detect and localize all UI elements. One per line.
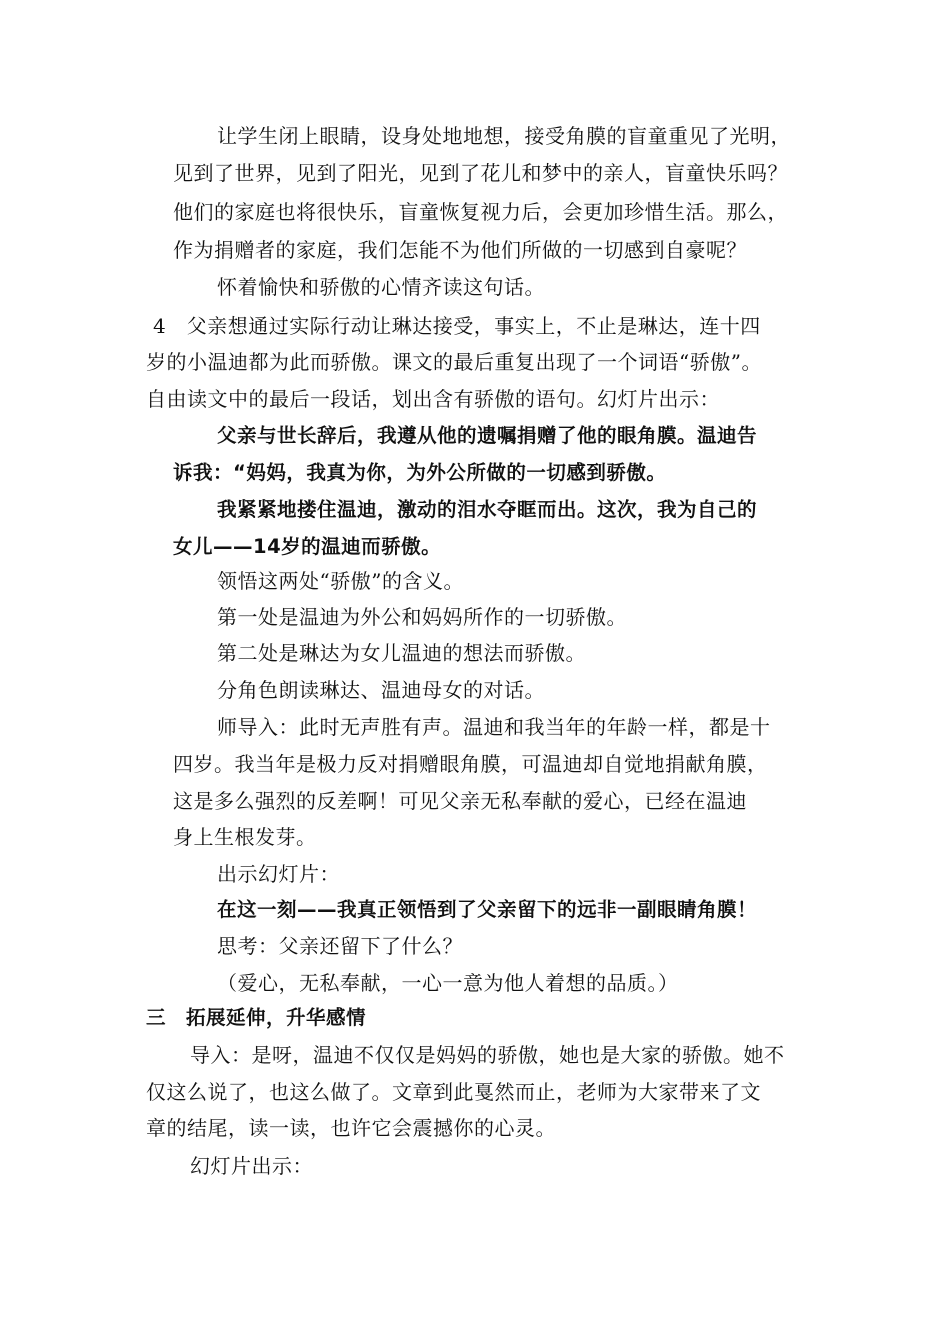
text-line: 身上生根发芽。 [173,825,317,849]
text-line: 出示幻灯片： [217,862,340,886]
text-line: 岁的小温迪都为此而骄傲。课文的最后重复出现了一个词语“骄傲”。 [146,350,762,374]
text-line: 领悟这两处“骄傲”的含义。 [217,569,464,593]
text-line: 幻灯片出示： [190,1154,313,1178]
text-line: 导入：是呀，温迪不仅仅是妈妈的骄傲，她也是大家的骄傲。她不 [190,1043,785,1067]
text-line: 第一处是温迪为外公和妈妈所作的一切骄傲。 [217,605,627,629]
slide-quote-line: 我紧紧地搂住温迪，激动的泪水夺眶而出。这次，我为自己的 [217,498,758,521]
text-line: 怀着愉快和骄傲的心情齐读这句话。 [217,275,545,299]
text-line: 见到了世界，见到了阳光，见到了花儿和梦中的亲人，盲童快乐吗？ [173,161,788,185]
text-line: （爱心，无私奉献，一心一意为他人着想的品质。） [217,971,679,995]
text-line: 他们的家庭也将很快乐，盲童恢复视力后，会更加珍惜生活。那么， [173,200,788,224]
text-line: 自由读文中的最后一段话，划出含有骄傲的语句。幻灯片出示： [146,387,720,411]
text-line: 分角色朗读琳达、温迪母女的对话。 [217,678,545,702]
text-line: 思考：父亲还留下了什么？ [217,934,463,958]
section-heading: 三 拓展延伸，升华感情 [146,1006,367,1029]
slide-quote-line: 在这一刻——我真正领悟到了父亲留下的远非一副眼睛角膜！ [217,898,758,921]
numbered-paragraph: 4 父亲想通过实际行动让琳达接受，事实上，不止是琳达，连十四 [153,314,761,338]
text-line: 这是多么强烈的反差啊！可见父亲无私奉献的爱心，已经在温迪 [173,789,747,813]
text-line: 第二处是琳达为女儿温迪的想法而骄傲。 [217,641,586,665]
slide-quote-line: 父亲与世长辞后，我遵从他的遗嘱捐赠了他的眼角膜。温迪告 [217,424,758,447]
text-line: 让学生闭上眼睛，设身处地地想，接受角膜的盲童重见了光明， [217,124,791,148]
text-line: 章的结尾，读一读，也许它会震撼你的心灵。 [146,1116,556,1140]
slide-quote-line: 诉我：“妈妈，我真为你，为外公所做的一切感到骄傲。 [173,461,667,484]
text-line: 师导入：此时无声胜有声。温迪和我当年的年龄一样，都是十 [217,715,771,739]
text-line: 作为捐赠者的家庭，我们怎能不为他们所做的一切感到自豪呢？ [173,238,747,262]
slide-quote-line: 女儿——14岁的温迪而骄傲。 [173,535,442,558]
text-line: 仅这么说了，也这么做了。文章到此戛然而止，老师为大家带来了文 [146,1080,761,1104]
text-line: 四岁。我当年是极力反对捐赠眼角膜，可温迪却自觉地捐献角膜， [173,752,768,776]
